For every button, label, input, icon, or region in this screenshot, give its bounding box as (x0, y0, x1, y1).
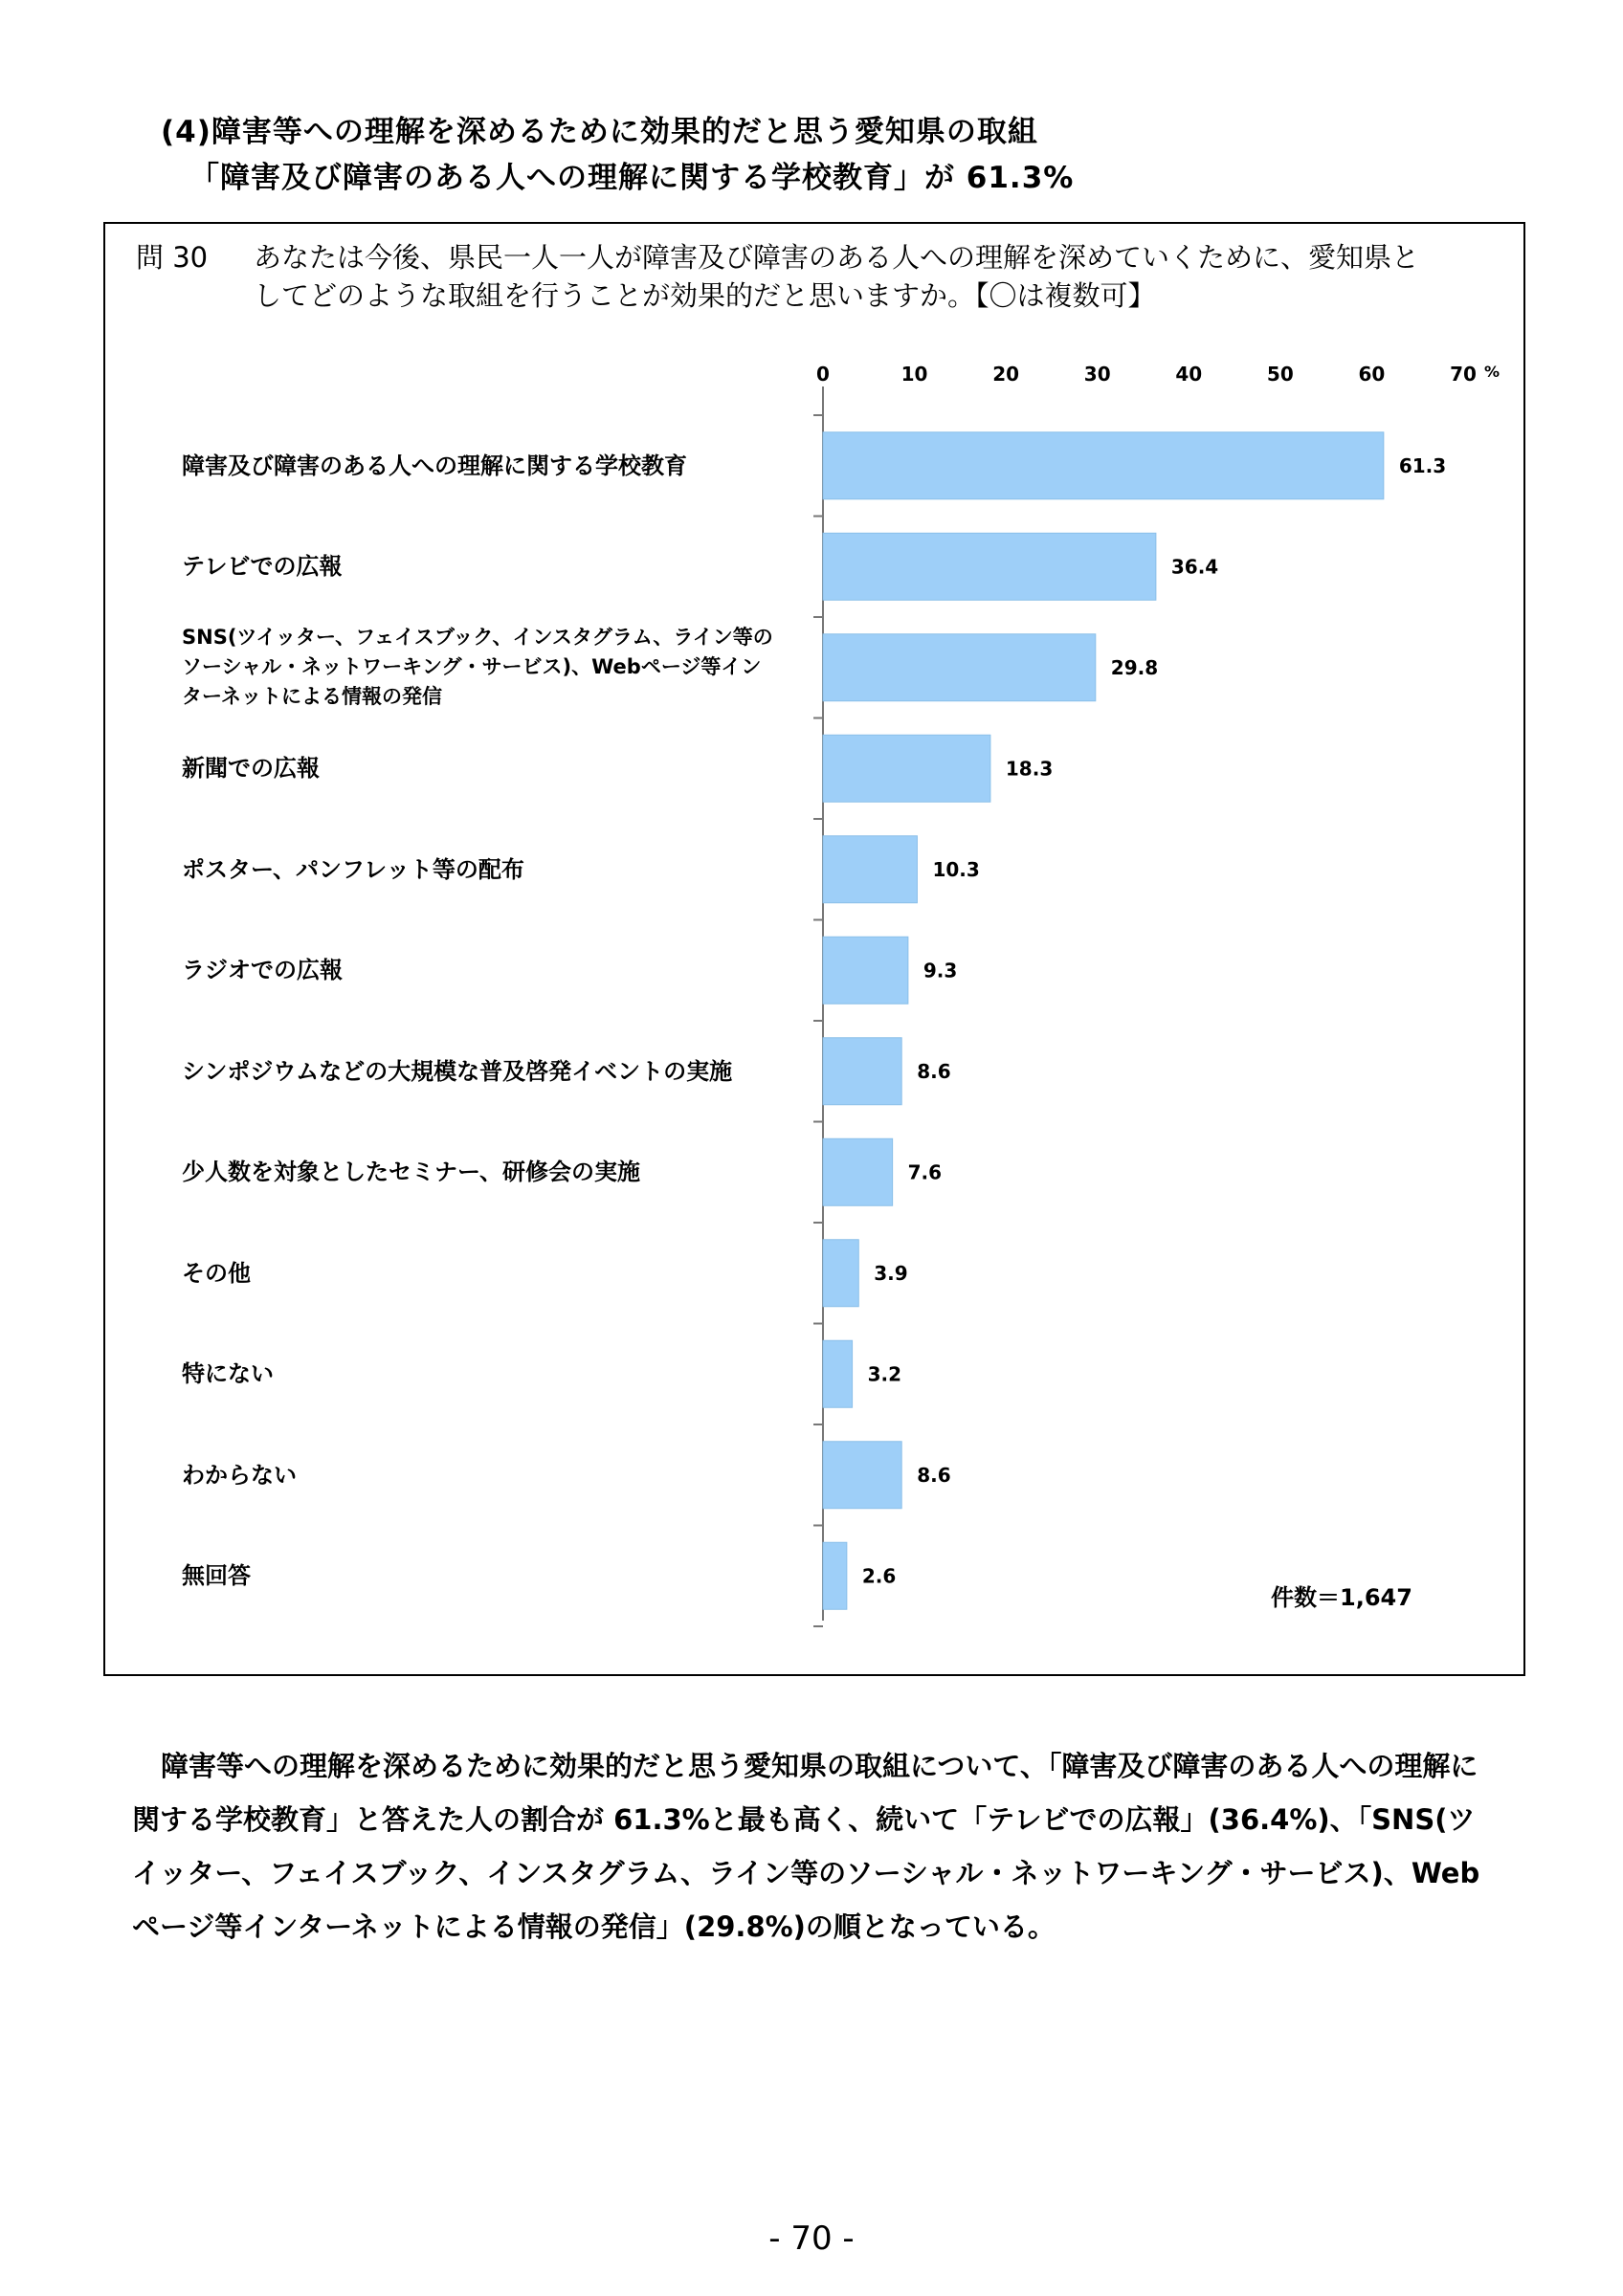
summary-text: 障害等への理解を深めるために効果的だと思う愛知県の取組について、「障害及び障害のある人への理解に関する学校教育」と答えた人の割合が 61.3%と最も高く、続いて「テレビでの広報」(36.4%)、「SNS(ツイッター、フェイスブック、インスタグラム、ライン等のソーシャル・ネットワーキング・サービス)、Web ページ等インターネットによる情報の発信」(29.8%)の順となっている。 (132, 1750, 1480, 1943)
question-number: 問 30 (136, 241, 209, 274)
bar (823, 1038, 901, 1105)
bar-value-label: 2.6 (861, 1564, 897, 1588)
bar (823, 1340, 853, 1407)
bar (823, 1138, 893, 1205)
question-text-line2: してどのような取組を行うことが効果的だと思いますか。【〇は複数可】 (254, 279, 1156, 312)
bar (823, 432, 1384, 499)
category-label: ポスター、パンフレット等の配布 (182, 855, 524, 883)
bar-value-label: 3.9 (874, 1261, 908, 1285)
x-tick-label: 30 (1083, 363, 1111, 386)
bar-value-label: 10.3 (932, 857, 980, 881)
bar (823, 634, 1096, 701)
bar-value-label: 61.3 (1398, 453, 1447, 477)
summary-paragraph (132, 1739, 1491, 1954)
bar (823, 836, 917, 903)
x-tick-label: 60 (1358, 363, 1386, 386)
page-number: - 70 - (768, 2219, 855, 2258)
section-subheading: 「障害及び障害のある人への理解に関する学校教育」が 61.3% (189, 161, 1075, 195)
bar-value-label: 36.4 (1170, 555, 1219, 579)
category-label: シンポジウムなどの大規模な普及啓発イベントの実施 (182, 1057, 733, 1085)
category-label: テレビでの広報 (182, 553, 343, 581)
sample-count: 件数＝1,647 (1271, 1584, 1412, 1611)
category-label: 少人数を対象としたセミナー、研修会の実施 (182, 1159, 641, 1186)
category-label: 障害及び障害のある人への理解に関する学校教育 (182, 452, 687, 479)
x-tick-label: 0 (816, 363, 830, 386)
category-label: その他 (182, 1259, 251, 1287)
bar-value-label: 8.6 (917, 1059, 951, 1083)
category-label: ラジオでの広報 (182, 957, 343, 984)
bar-value-label: 8.6 (917, 1463, 951, 1487)
category-label: SNS(ツイッター、フェイスブック、インスタグラム、ライン等の ソーシャル・ネットワーキング・サービス)、Webページ等イン ターネットによる情報の発信 (182, 626, 773, 709)
bar (823, 1240, 858, 1307)
bar-value-label: 18.3 (1005, 757, 1054, 781)
x-tick-label: 10 (900, 363, 928, 386)
bar-value-label: 7.6 (907, 1160, 943, 1184)
category-label: わからない (182, 1461, 297, 1489)
category-label: 特にない (182, 1360, 274, 1388)
bar-value-label: 3.2 (867, 1362, 902, 1386)
bar (823, 937, 908, 1004)
x-tick-label: 40 (1175, 363, 1203, 386)
category-label: 新聞での広報 (182, 755, 320, 783)
bar-value-label: 9.3 (923, 959, 958, 982)
bar (823, 1542, 847, 1609)
bar (823, 1442, 901, 1509)
x-tick-label: 50 (1266, 363, 1294, 386)
bar-value-label: 29.8 (1110, 655, 1159, 679)
section-heading: (4)障害等への理解を深めるために効果的だと思う愛知県の取組 (161, 115, 1038, 149)
bar (823, 533, 1156, 600)
category-label: 無回答 (182, 1562, 251, 1590)
x-tick-label: 70 (1450, 363, 1477, 386)
bar (823, 735, 990, 802)
question-text-line1: あなたは今後、県民一人一人が障害及び障害のある人への理解を深めていくために、愛知県と (254, 241, 1420, 274)
x-axis-unit: % (1484, 363, 1501, 381)
x-tick-label: 20 (992, 363, 1020, 386)
chart-frame (103, 222, 1525, 1676)
bar-chart (105, 224, 1523, 1674)
